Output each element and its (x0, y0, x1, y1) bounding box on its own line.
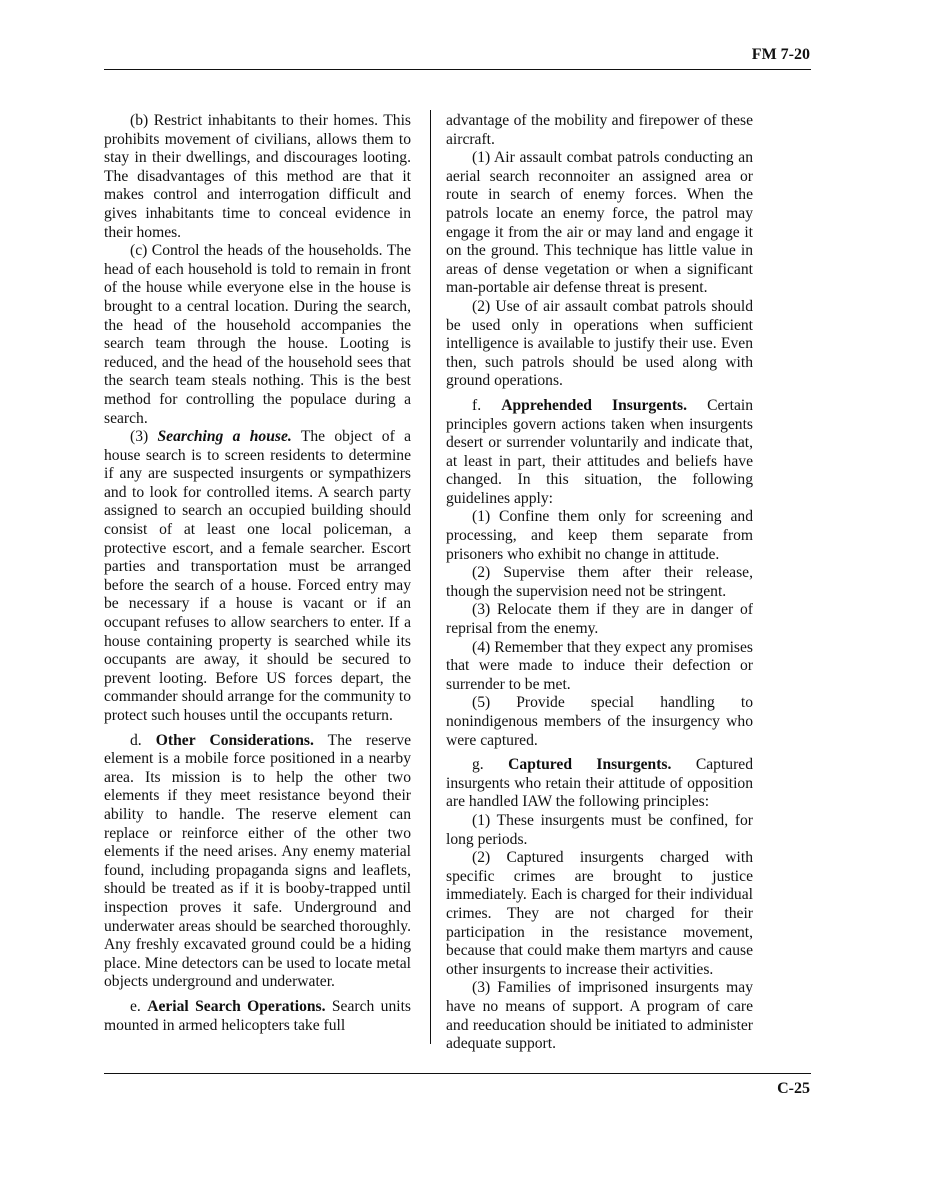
run-in-heading-captured-insurgents: Captured Insurgents. (508, 756, 672, 774)
page-number: C-25 (777, 1080, 810, 1097)
column-divider (430, 110, 431, 1044)
footer-rule (104, 1073, 811, 1074)
paragraph-aerial-search (104, 998, 411, 1035)
paragraph-body: The reserve element is a mobile force positioned in a nearby area. Its mission is to help the other two elements if they meet resistance beyond their ability to handle. The reserve element can replace or reinforce either of the other two elements if the need arises. Any enemy material found, including propaganda signs and leaflets, should be treated as if it is booby-trapped until inspection proves it safe. Underground and underwater areas should be searched thoroughly. Any freshly excavated ground could be a hiding place. Mine detectors can be used to locate metal objects underground and underwater. (104, 731, 412, 991)
paragraph-guideline-relocate: (3) Relocate them if they are in danger of reprisal from the enemy. (446, 601, 753, 638)
manual-id: FM 7-20 (751, 46, 810, 63)
paragraph-control-heads: (c) Control the heads of the households. The head of each household is told to remain in front of the house while everyone else in the house is brought to a central location. During the search, the head of the household accompanies the search team through the house. Looting is reduced, and the head of the household sees that the search team steals nothing. This is the best method for controlling the populace during a search. (104, 242, 411, 427)
paragraph-body: Certain principles govern actions taken when insurgents desert or surrender voluntarily and indicate that, at least in part, their attitudes and beliefs have changed. In this situation, the following guidelines apply: (446, 396, 753, 507)
right-column (446, 112, 753, 1054)
paragraph-principle-confined: (1) These insurgents must be confined, for long periods. (446, 811, 753, 848)
paragraph-other-considerations (104, 732, 411, 992)
paragraph-lead: g. (472, 756, 509, 774)
paragraph-captured-insurgents (446, 756, 753, 812)
paragraph-lead: d. (130, 731, 156, 749)
paragraph-searching-house (104, 428, 411, 726)
paragraph-lead: f. (472, 396, 502, 414)
paragraph-guideline-confine: (1) Confine them only for screening and processing, and keep them separate from prisoners who exhibit no change in attitude. (446, 508, 753, 563)
paragraph-guideline-special-handling: (5) Provide special handling to nonindigenous members of the insurgency who were captured. (446, 694, 753, 749)
paragraph-lead: e. (130, 997, 148, 1015)
paragraph-use-of-patrols: (2) Use of air assault combat patrols should be used only in operations when sufficient intelligence is available to justify their use. Even then, such patrols should be used along with ground operations. (446, 297, 753, 390)
paragraph-air-assault-patrols: (1) Air assault combat patrols conducting an aerial search reconnoiter an assigned area or route in search of enemy forces. When the patrols locate an enemy force, the patrol may engage it from the air or may land and engage it on the ground. This technique has little value in areas of dense vegetation or when a significant man-portable air defense threat is present. (446, 149, 753, 297)
run-in-heading-searching-house: Searching a house. (157, 428, 292, 446)
paragraph-guideline-promises: (4) Remember that they expect any promises that were made to induce their defection or surrender to be met. (446, 638, 753, 693)
header-rule (104, 69, 811, 70)
run-in-heading-other-considerations: Other Considerations. (155, 731, 314, 749)
paragraph-restrict-inhabitants: (b) Restrict inhabitants to their homes. This prohibits movement of civilians, allows them to stay in their dwellings, and discourages looting. The disadvantages of this method are that it makes control and interrogation difficult and gives inhabitants time to conceal evidence in their homes. (104, 112, 411, 241)
paragraph-body: The object of a house search is to screen residents to determine if any are suspected insurgents or sympathizers and to look for controlled items. A search party assigned to search an occupied building should consist of at least one local policeman, a protective escort, and a female searcher. Escort parties and transportation must be arranged before the search of a house. Forced entry may be necessary if a house is vacant or if an occupant refuses to allow searchers to enter. If a house containing property is searched while its occupants are away, it should be secured to prevent looting. Before US forces depart, the commander should arrange for the community to protect such houses until the occupants return. (104, 428, 411, 724)
paragraph-body: Search units mounted in armed helicopters take full (104, 997, 411, 1034)
run-in-heading-apprehended-insurgents: Apprehended Insurgents. (501, 396, 687, 414)
left-column (104, 112, 411, 1035)
run-in-heading-aerial-search: Aerial Search Operations. (147, 997, 326, 1015)
paragraph-principle-families: (3) Families of imprisoned insurgents may have no means of support. A program of care and reeducation should be initiated to administer adequate support. (446, 979, 753, 1053)
paragraph-guideline-supervise: (2) Supervise them after their release, though the supervision need not be stringent. (446, 564, 753, 600)
paragraph-principle-justice: (2) Captured insurgents charged with specific crimes are brought to justice immediately. Each is charged for their individual crimes. They are not charged for their participation in the resistance movement, because that could make them martyrs and cause other insurgents to increase their activities. (446, 849, 753, 978)
paragraph-lead: (3) (130, 428, 158, 446)
paragraph-body: Captured insurgents who retain their attitude of opposition are handled IAW the following principles: (446, 756, 754, 811)
paragraph-apprehended-insurgents (446, 397, 753, 509)
paragraph-aircraft-continuation: advantage of the mobility and firepower of these aircraft. (446, 112, 753, 148)
